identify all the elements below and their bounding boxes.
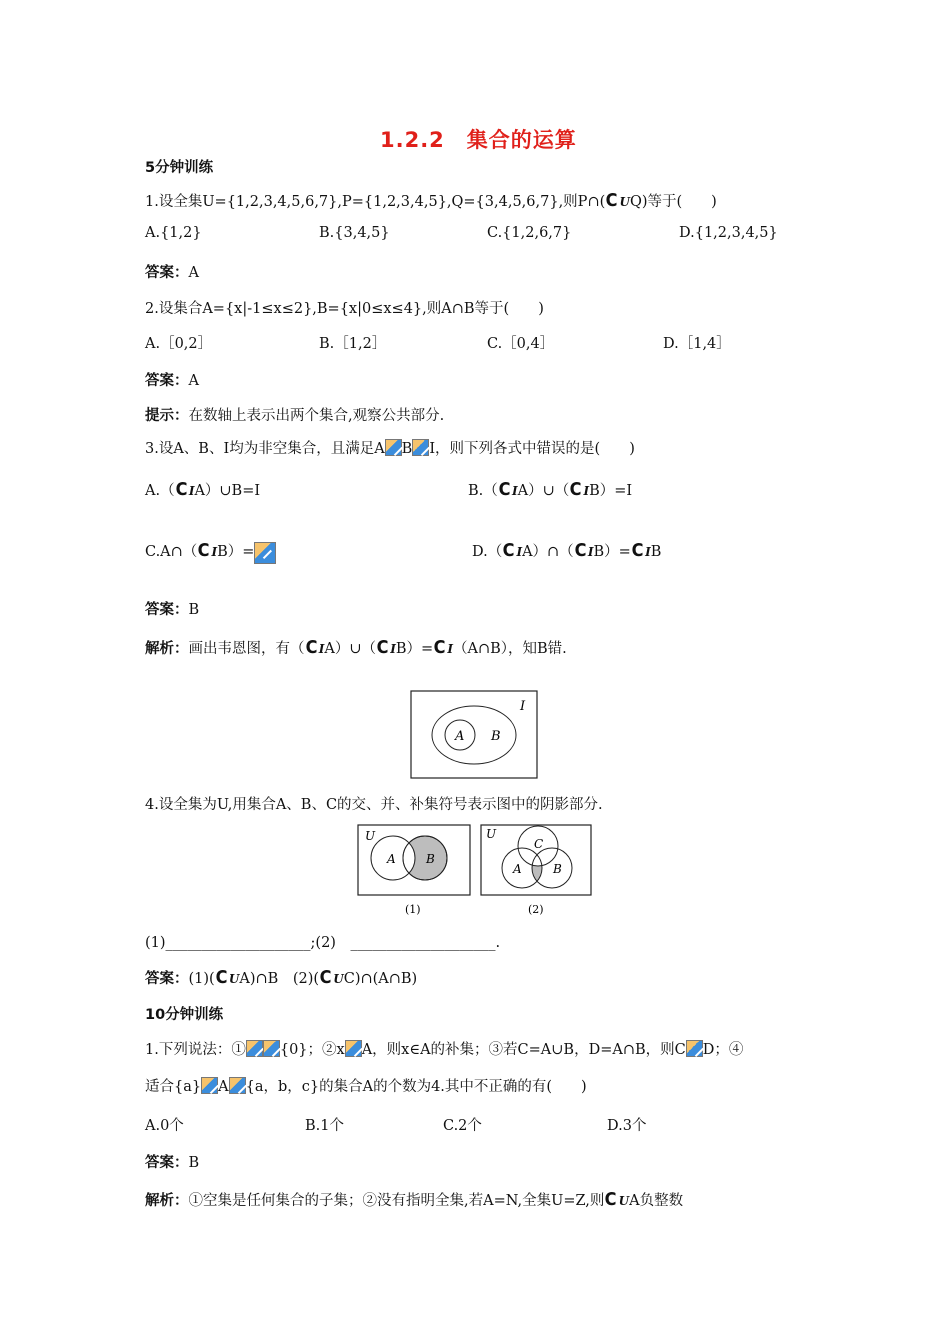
fig2-label-b: B — [553, 862, 562, 876]
subset-image-icon — [246, 1040, 263, 1057]
q3-option-c: C.A∩（C IB）= — [145, 540, 276, 564]
q2-option-d: D.［1,4］ — [663, 336, 731, 352]
venn-label-b: B — [491, 729, 501, 744]
q4-answer: 答案：(1)(C UA)∩B (2)(C UC)∩(A∩B) — [145, 967, 418, 988]
subset-image-icon — [229, 1077, 246, 1094]
fig1-label-u: U — [365, 829, 376, 843]
q1-option-a: A.{1,2} — [145, 225, 202, 241]
complement-symbol: C — [605, 190, 618, 211]
fig1-caption: (1) — [405, 903, 421, 916]
fig2-label-c: C — [534, 837, 544, 851]
q5-option-c: C.2个 — [443, 1118, 482, 1134]
q5-option-a: A.0个 — [145, 1118, 184, 1134]
fig2-caption: (2) — [528, 903, 544, 916]
q5-option-b: B.1个 — [305, 1118, 344, 1134]
q5-option-d: D.3个 — [607, 1118, 647, 1134]
q1-option-d: D.{1,2,3,4,5} — [679, 225, 778, 241]
section-5min: 5分钟训练 — [145, 160, 214, 176]
q5-answer: 答案：B — [145, 1155, 200, 1171]
q4-blanks: (1)____________________;(2) ____________________. — [145, 935, 501, 951]
q2-option-c: C.［0,4］ — [487, 336, 555, 352]
not-in-image-icon — [345, 1040, 362, 1057]
subset-image-icon — [385, 439, 402, 456]
fig1-label-b: B — [426, 852, 435, 866]
q1-stem: 1.设全集U={1,2,3,4,5,6,7},P={1,2,3,4,5},Q={3,4,5,6,7},则P∩(C UQ)等于( ) — [145, 190, 717, 211]
empty-set-image-icon — [254, 542, 276, 564]
q5-stem-line2: 适合{a} A {a，b，c}的集合A的个数为4.其中不正确的有( ) — [145, 1079, 587, 1095]
q3-stem: 3.设A、B、I均为非空集合，且满足A B I，则下列各式中错误的是( ) — [145, 441, 635, 457]
venn-label-i: I — [520, 699, 526, 714]
subset-image-icon — [263, 1040, 280, 1057]
fig2-label-u: U — [486, 827, 497, 841]
q5-stem-line1: 1.下列说法：① {0}；②x A，则x∈A的补集；③若C=A∪B，D=A∩B，则C D；④ — [145, 1042, 744, 1058]
q1-option-c: C.{1,2,6,7} — [487, 225, 572, 241]
q3-option-d: D.（C IA）∩（C IB）=C IB — [472, 540, 662, 561]
q2-option-b: B.［1,2］ — [319, 336, 387, 352]
subset-image-icon — [412, 439, 429, 456]
venn-figure-2 — [480, 824, 595, 919]
venn-diagram-subset — [410, 690, 540, 781]
q1-answer: 答案：A — [145, 265, 199, 281]
q3-option-b: B.（C IA）∪（C IB）=I — [468, 479, 633, 500]
q2-option-a: A.［0,2］ — [145, 336, 213, 352]
page-title: 1.2.2 集合的运算 — [380, 128, 577, 152]
q2-answer: 答案：A — [145, 373, 199, 389]
fig2-label-a: A — [513, 862, 522, 876]
subset-image-icon — [201, 1077, 218, 1094]
fig1-label-a: A — [387, 852, 396, 866]
q5-explanation: 解析：①空集是任何集合的子集；②没有指明全集,若A=N,全集U=Z,则C UA负整数 — [145, 1189, 684, 1210]
q2-hint: 提示：在数轴上表示出两个集合,观察公共部分. — [145, 408, 445, 424]
venn-figure-1 — [357, 824, 472, 919]
q2-stem: 2.设集合A={x|-1≤x≤2},B={x|0≤x≤4},则A∩B等于( ) — [145, 301, 544, 317]
q3-option-a: A.（C IA）∪B=I — [145, 479, 261, 500]
subset-image-icon — [686, 1040, 703, 1057]
q4-stem: 4.设全集为U,用集合A、B、C的交、并、补集符号表示图中的阴影部分. — [145, 797, 603, 813]
venn-label-a: A — [455, 729, 465, 744]
q1-option-b: B.{3,4,5} — [319, 225, 390, 241]
q3-answer: 答案：B — [145, 602, 200, 618]
section-10min: 10分钟训练 — [145, 1007, 224, 1023]
q3-explanation: 解析：画出韦恩图，有（C IA）∪（C IB）=C I（A∩B），知B错. — [145, 637, 567, 658]
